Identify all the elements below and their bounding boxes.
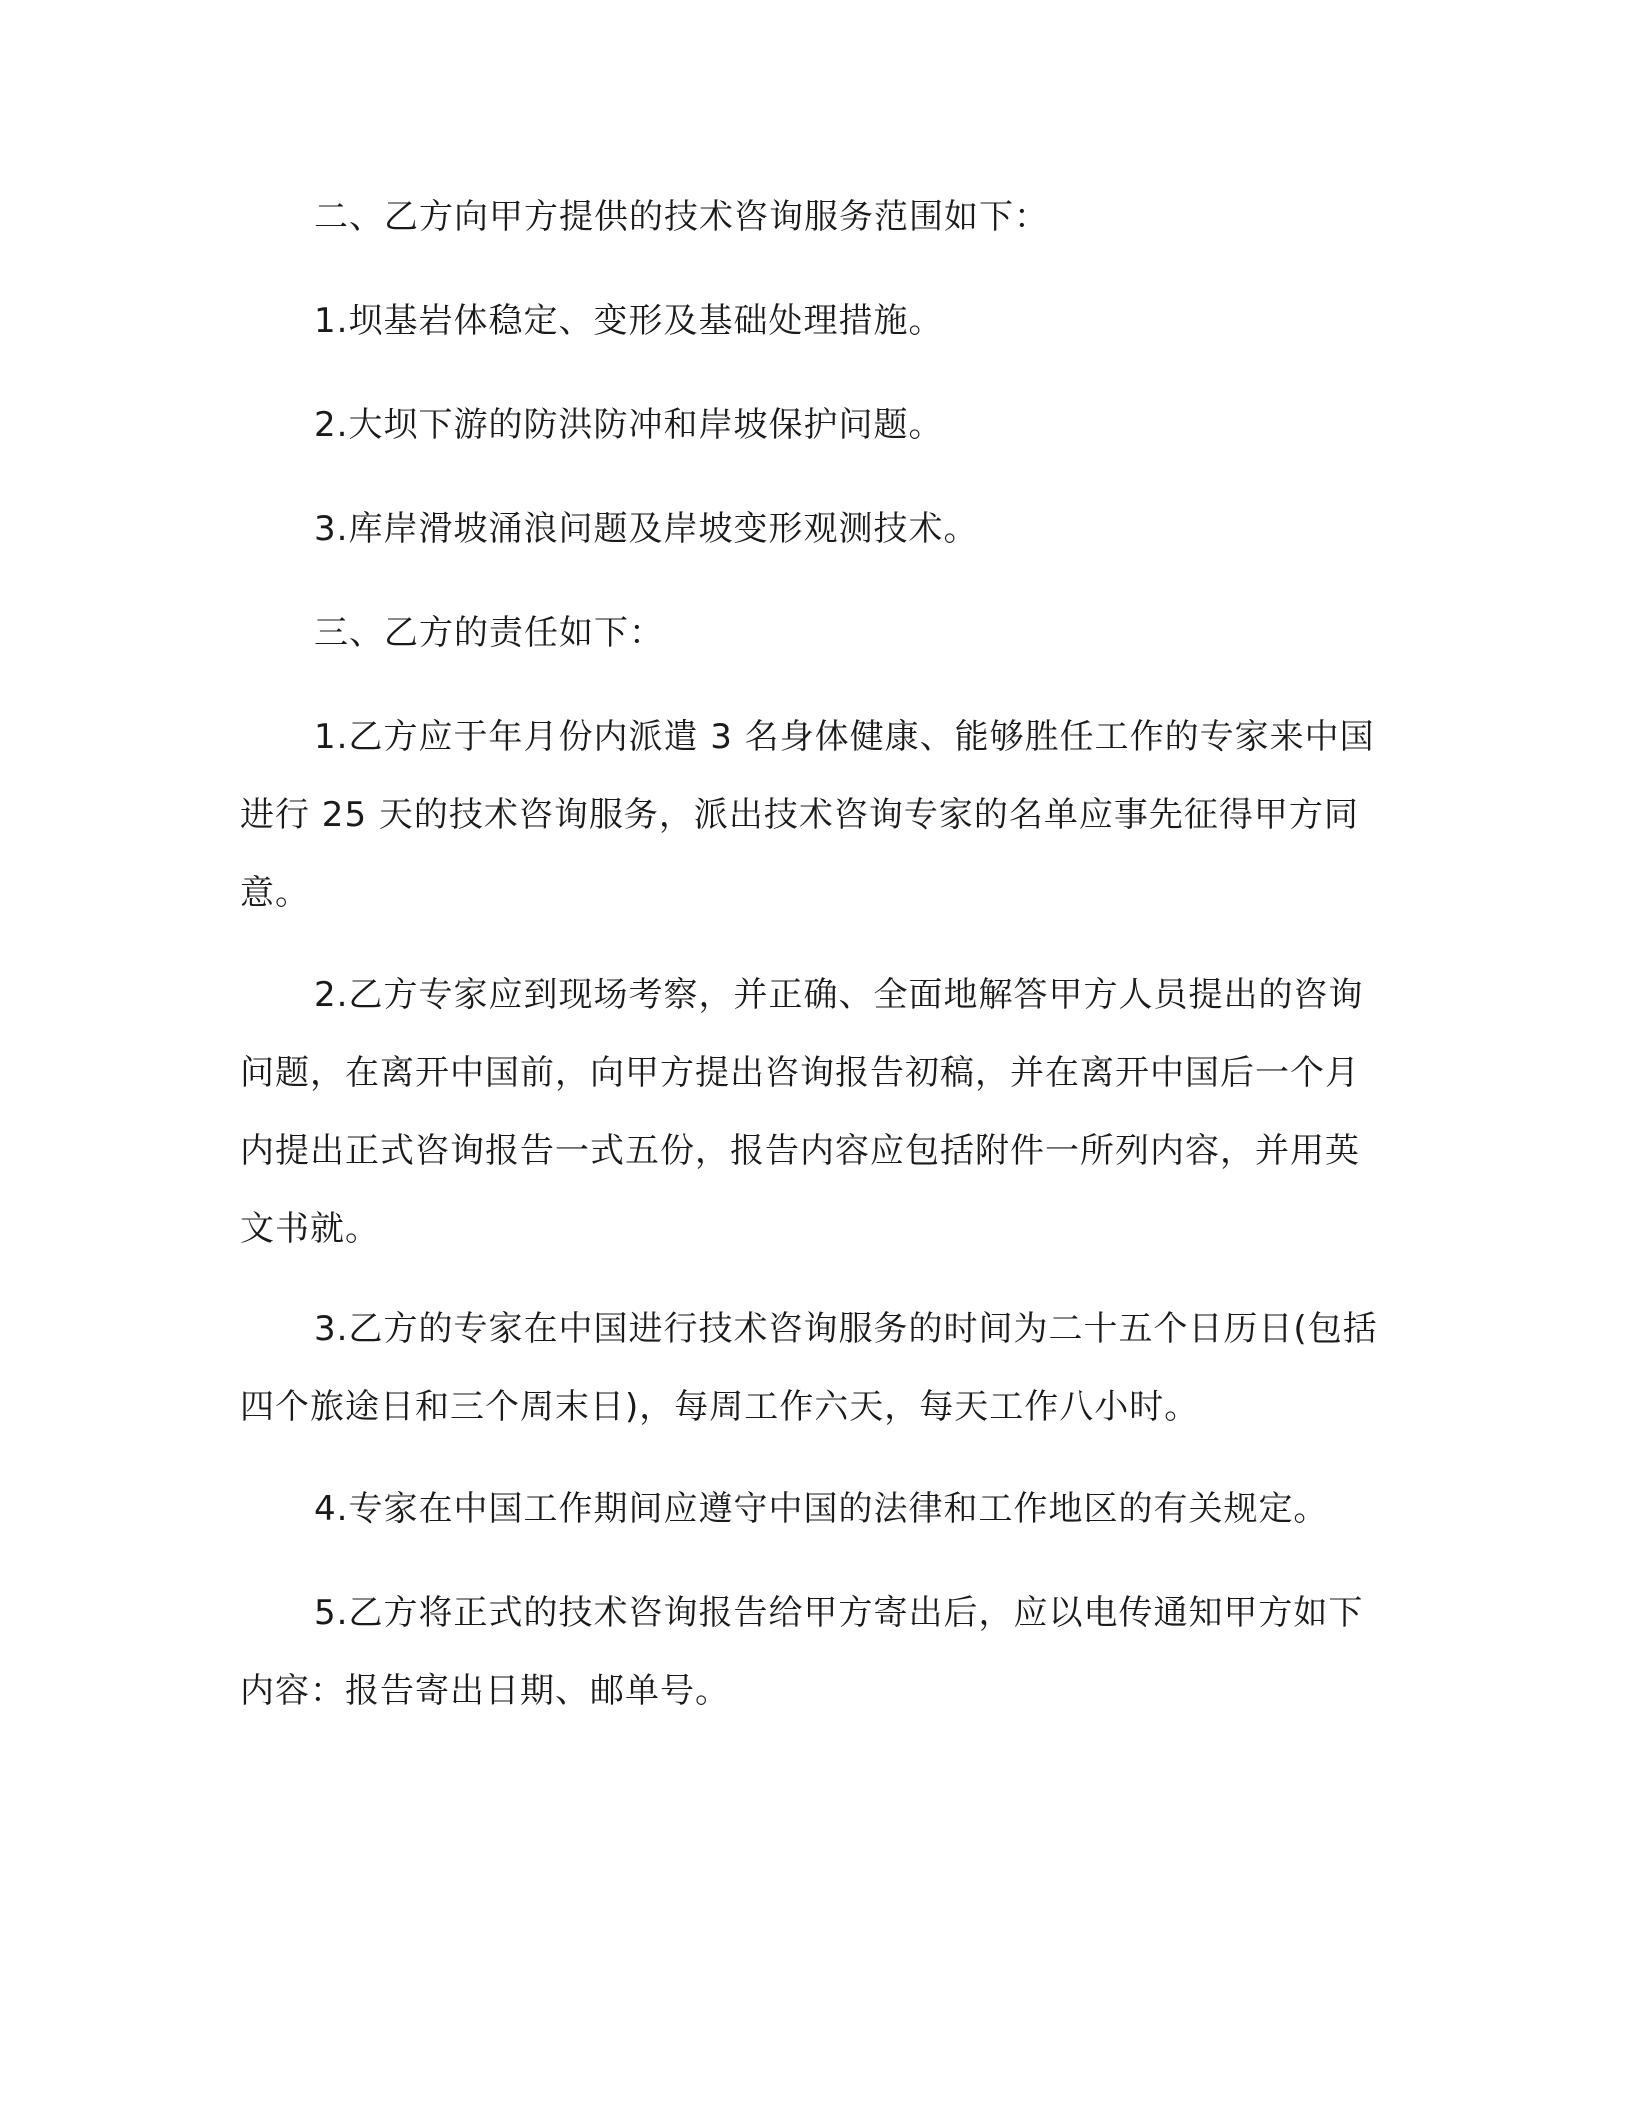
section2-item-3: 3.库岸滑坡涌浪问题及岸坡变形观测技术。 xyxy=(314,509,979,549)
section2-item-2: 2.大坝下游的防洪防冲和岸坡保护问题。 xyxy=(314,405,944,445)
section3-paragraph-3: 3.乙方的专家在中国进行技术咨询服务的时间为二十五个日历日(包括四个旅途日和三个周末日)，每周工作六天，每天工作八小时。 xyxy=(240,1309,1378,1427)
section3-heading: 三、乙方的责任如下： xyxy=(314,613,664,653)
section3-paragraph-5: 5.乙方将正式的技术咨询报告给甲方寄出后，应以电传通知甲方如下内容：报告寄出日期、邮单号。 xyxy=(240,1593,1364,1711)
section3-paragraph-1: 1.乙方应于年月份内派遣 3 名身体健康、能够胜任工作的专家来中国进行 25 天的技术咨询服务，派出技术咨询专家的名单应事先征得甲方同意。 xyxy=(240,717,1375,913)
section3-paragraph-4: 4.专家在中国工作期间应遵守中国的法律和工作地区的有关规定。 xyxy=(314,1489,1329,1529)
section3-paragraph-2: 2.乙方专家应到现场考察，并正确、全面地解答甲方人员提出的咨询问题，在离开中国前，向甲方提出咨询报告初稿，并在离开中国后一个月内提出正式咨询报告一式五份，报告内容应包括附件一所列内容，并用英文书就。 xyxy=(240,975,1364,1249)
section2-item-1: 1.坝基岩体稳定、变形及基础处理措施。 xyxy=(314,301,944,341)
section2-heading: 二、乙方向甲方提供的技术咨询服务范围如下： xyxy=(314,197,1049,237)
